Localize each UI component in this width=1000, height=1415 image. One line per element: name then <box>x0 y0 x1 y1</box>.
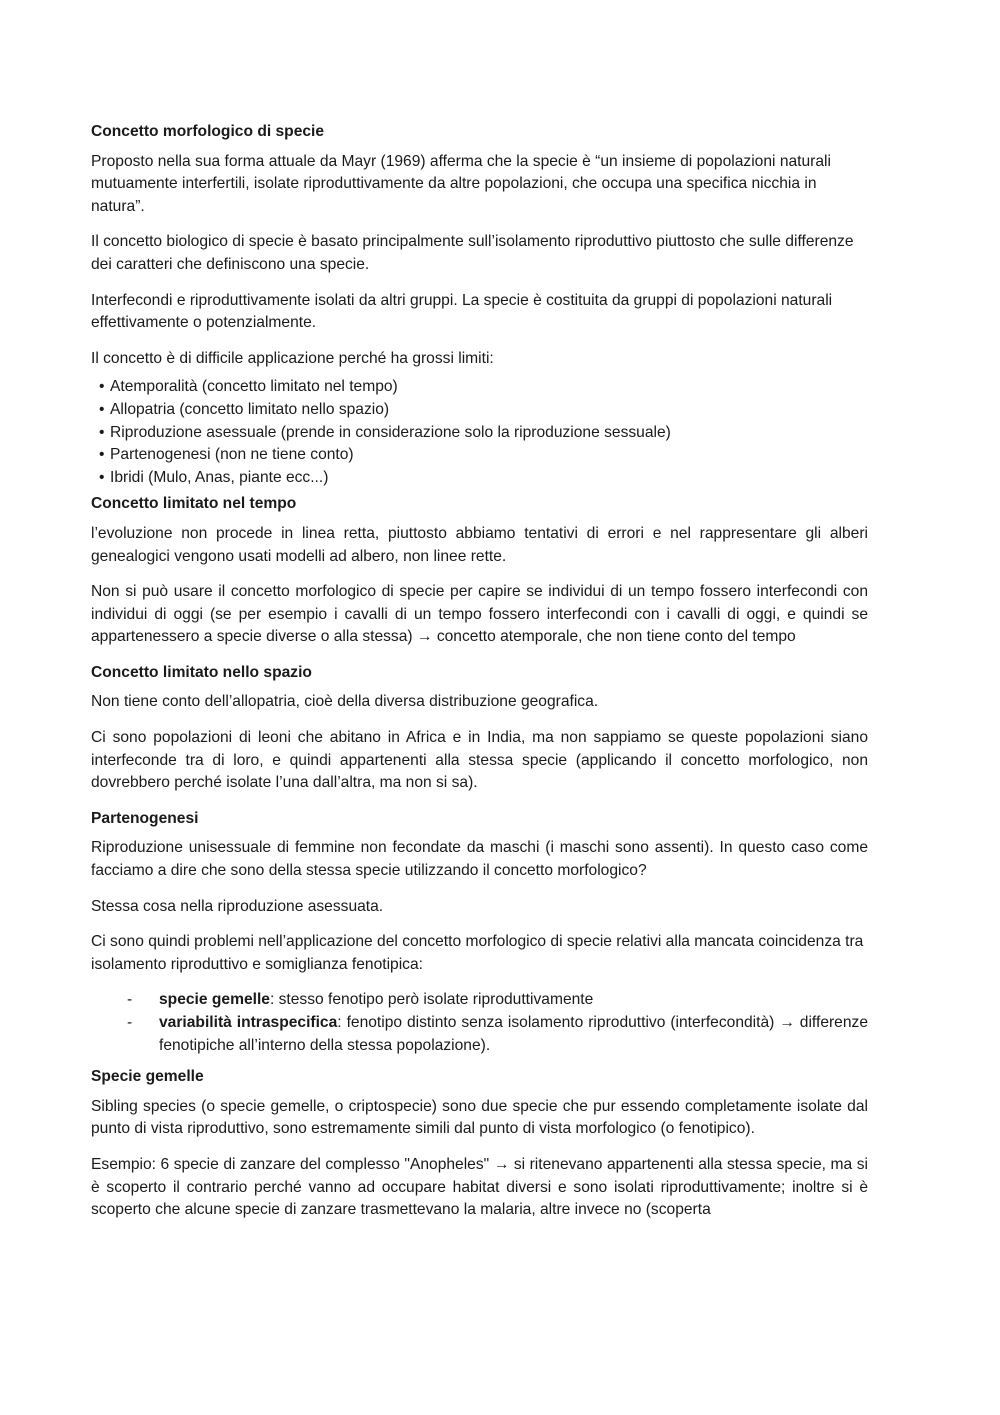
paragraph: Il concetto biologico di specie è basato principalmente sull’isolamento riproduttivo piuttosto che sulle differenze dei caratteri che definiscono una specie. <box>91 233 854 273</box>
paragraph: Riproduzione unisessuale di femmine non fecondate da maschi (i maschi sono assenti). In questo caso come facciamo a dire che sono della stessa specie utilizzando il concetto morfologico? <box>91 839 868 880</box>
paragraph: Ci sono popolazioni di leoni che abitano in Africa e in India, ma non sappiamo se queste popolazioni siano interfeconde tra di loro, e quindi appartenenti alla stessa specie (applicando il concetto morfologico, non dovrebbero perché isolate l’una dall’altra, ma non si sa). <box>91 729 868 792</box>
section-heading: Concetto limitato nello spazio <box>91 663 312 681</box>
document-page <box>91 121 868 1235</box>
section-heading: Concetto morfologico di specie <box>91 123 325 140</box>
paragraph: Stessa cosa nella riproduzione asessuata. <box>91 897 384 915</box>
dash-marker: - <box>127 991 133 1009</box>
problems-list <box>91 989 868 1057</box>
list-term: variabilità intraspecifica <box>159 1014 338 1031</box>
paragraph: Sibling species (o specie gemelle, o criptospecie) sono due specie che pur essendo completamente isolate dal punto di vista riproduttivo, sono estremamente simili dal punto di vista morfologico (o fenotipico). <box>91 1097 868 1138</box>
paragraph: Il concetto è di difficile applicazione perché ha grossi limiti: <box>91 349 494 367</box>
list-item: • Riproduzione asessuale (prende in considerazione solo la riproduzione sessuale) <box>99 422 868 445</box>
list-text: : fenotipo distinto senza isolamento riproduttivo (interfecondità) → differenze fenotipiche all’interno della stessa popolazione). <box>159 1014 868 1054</box>
list-item: • Partenogenesi (non ne tiene conto) <box>99 444 868 467</box>
list-item: • Ibridi (Mulo, Anas, piante ecc...) <box>99 467 868 490</box>
list-item: • Allopatria (concetto limitato nello spazio) <box>99 399 868 422</box>
section-heading: Partenogenesi <box>91 809 199 827</box>
paragraph: Non tiene conto dell’allopatria, cioè della diversa distribuzione geografica. <box>91 693 599 711</box>
section-heading: Specie gemelle <box>91 1068 204 1086</box>
list-term: specie gemelle <box>159 991 270 1009</box>
list-text: : stesso fenotipo però isolate riproduttivamente <box>269 991 594 1009</box>
dash-marker: - <box>127 1014 133 1031</box>
list-item <box>91 1012 868 1057</box>
section-heading: Concetto limitato nel tempo <box>91 495 297 513</box>
paragraph: Interfecondi e riproduttivamente isolati da altri gruppi. La specie è costituita da gruppi di popolazioni naturali effettivamente o potenzialmente. <box>91 291 833 332</box>
paragraph: l’evoluzione non procede in linea retta, piuttosto abbiamo tentativi di errori e nel rappresentare gli alberi genealogici vengono usati modelli ad albero, non linee rette. <box>91 524 868 565</box>
paragraph: Non si può usare il concetto morfologico di specie per capire se individui di un tempo fossero interfecondi con individui di oggi (se per esempio i cavalli di un tempo fossero interfecondi con i cavalli di oggi, e quindi se appartenessero a specie diverse o alla stessa) → concetto atemporale, che non tiene conto del tempo <box>91 583 868 646</box>
list-item: • Atemporalità (concetto limitato nel tempo) <box>99 376 868 399</box>
paragraph: Ci sono quindi problemi nell’applicazione del concetto morfologico di specie relativi alla mancata coincidenza tra isolamento riproduttivo e somiglianza fenotipica: <box>91 933 864 973</box>
paragraph: Esempio: 6 specie di zanzare del complesso "Anopheles" → si ritenevano appartenenti alla stessa specie, ma si è scoperto il contrario perché vanno ad occupare habitat diversi e sono isolati riproduttivamente; inoltre si è scoperto che alcune specie di zanzare trasmettevano la malaria, altre invece no (scoperta <box>91 1155 868 1219</box>
limits-list <box>91 376 868 489</box>
paragraph: Proposto nella sua forma attuale da Mayr (1969) afferma che la specie è “un insieme di popolazioni naturali mutuamente interfertili, isolate riproduttivamente da altre popolazioni, che occupa una specifica nicchia in natura”. <box>91 152 831 215</box>
list-item <box>91 989 868 1012</box>
